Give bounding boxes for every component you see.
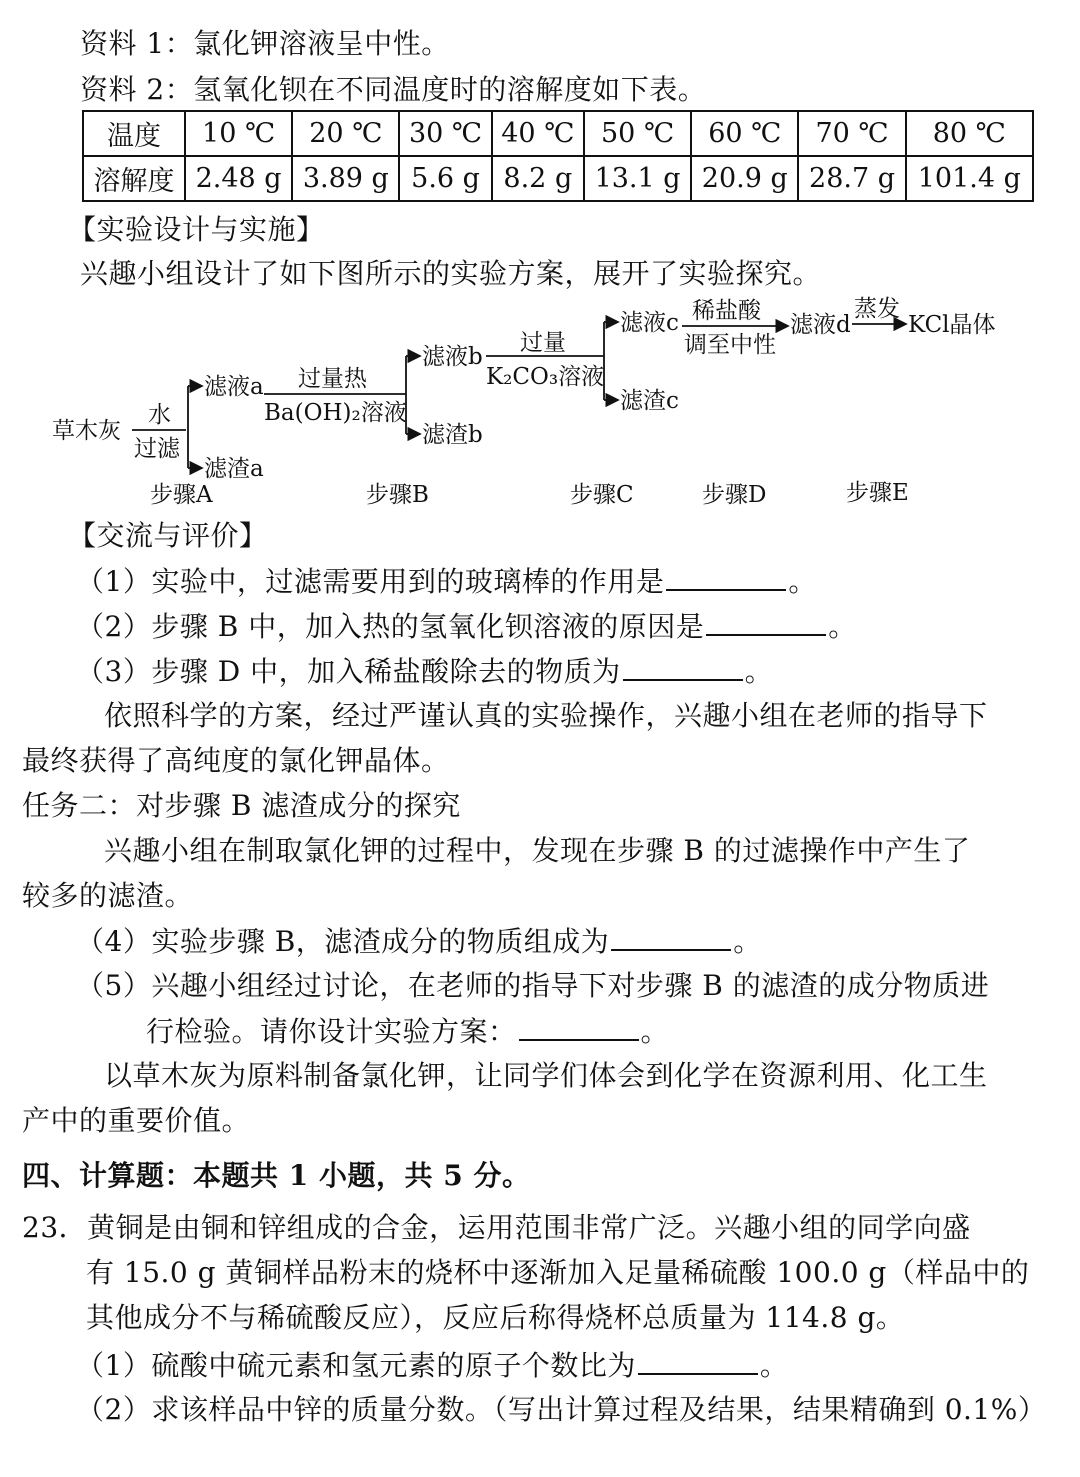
- problem-23-question-1: [76, 1347, 788, 1384]
- material-2: 资料 2：氢氧化钡在不同温度时的溶解度如下表。: [80, 73, 707, 106]
- task-2-heading: 任务二：对步骤 B 滤渣成分的探究: [22, 789, 461, 822]
- label-neutral: 调至中性: [684, 332, 776, 358]
- material-1: 资料 1：氯化钾溶液呈中性。: [80, 27, 450, 60]
- residue-c: 滤渣c: [620, 388, 679, 414]
- problem-23-question-2: （2）求该样品中锌的质量分数。（写出计算过程及结果，结果精确到 0.1%）: [76, 1393, 1047, 1426]
- answer-blank[interactable]: [611, 923, 731, 951]
- filtrate-a: 滤液a: [204, 374, 264, 400]
- period: 。: [744, 655, 774, 688]
- table-cell: 30 ℃: [399, 111, 491, 156]
- table-cell: 10 ℃: [185, 111, 292, 156]
- table-cell: 101.4 g: [906, 156, 1033, 201]
- problem-23-line-3: 其他成分不与稀硫酸反应），反应后称得烧杯总质量为 114.8 g。: [86, 1301, 905, 1334]
- table-cell: 5.6 g: [399, 156, 491, 201]
- paragraph-1-line-2: 最终获得了高纯度的氯化钾晶体。: [22, 744, 450, 777]
- problem-23-line-1: 23．黄铜是由铜和锌组成的合金，运用范围非常广泛。兴趣小组的同学向盛: [22, 1211, 971, 1244]
- table-cell: 2.48 g: [185, 156, 292, 201]
- period: 。: [733, 925, 762, 958]
- table-cell: 20 ℃: [292, 111, 399, 156]
- paragraph-1-line-1: 依照科学的方案，经过严谨认真的实验操作，兴趣小组在老师的指导下: [104, 699, 988, 732]
- step-e: 步骤E: [846, 480, 909, 506]
- question-1-text: （1）实验中，过滤需要用到的玻璃棒的作用是: [76, 565, 665, 598]
- filtrate-d: 滤液d: [790, 312, 851, 338]
- section-eval-heading: 【交流与评价】: [68, 519, 268, 552]
- solubility-table: [82, 110, 1034, 202]
- table-cell: 80 ℃: [906, 111, 1033, 156]
- table-cell: 8.2 g: [492, 156, 584, 201]
- experiment-flowchart: [40, 290, 1040, 515]
- period: 。: [828, 610, 857, 643]
- period: 。: [759, 1349, 789, 1382]
- period: 。: [640, 1015, 670, 1048]
- label-k2co3: K₂CO₃溶液: [486, 364, 605, 390]
- step-b: 步骤B: [366, 482, 429, 508]
- solubility-header: 溶解度: [83, 156, 185, 201]
- step-c: 步骤C: [570, 482, 634, 508]
- answer-blank[interactable]: [623, 653, 743, 681]
- label-hcl: 稀盐酸: [692, 298, 761, 324]
- question-5-line-1: （5）兴趣小组经过讨论，在老师的指导下对步骤 B 的滤渣的成分物质进: [76, 969, 990, 1002]
- product-kcl: KCl晶体: [908, 312, 996, 338]
- table-cell: 28.7 g: [798, 156, 905, 201]
- question-5-text: 行检验。请你设计实验方案：: [146, 1015, 517, 1048]
- residue-a: 滤渣a: [204, 456, 264, 482]
- question-2-text: （2）步骤 B 中，加入热的氢氧化钡溶液的原因是: [76, 610, 705, 643]
- paragraph-2-line-2: 较多的滤渣。: [22, 879, 194, 912]
- problem-23-line-2: 有 15.0 g 黄铜样品粉末的烧杯中逐渐加入足量稀硫酸 100.0 g（样品中的: [86, 1256, 1030, 1289]
- design-text: 兴趣小组设计了如下图所示的实验方案，展开了实验探究。: [80, 257, 822, 290]
- question-1: [76, 563, 817, 600]
- paragraph-3-line-1: 以草木灰为原料制备氯化钾，让同学们体会到化学在资源利用、化工生: [104, 1059, 988, 1092]
- question-5-line-2: [146, 1013, 669, 1050]
- residue-b: 滤渣b: [422, 422, 483, 448]
- answer-blank[interactable]: [519, 1013, 639, 1041]
- label-evaporate: 蒸发: [854, 296, 900, 322]
- table-cell: 70 ℃: [798, 111, 905, 156]
- problem-23-question-1-text: （1）硫酸中硫元素和氢元素的原子个数比为: [76, 1349, 636, 1382]
- period: 。: [788, 565, 817, 598]
- table-cell: 50 ℃: [584, 111, 691, 156]
- answer-blank[interactable]: [666, 563, 786, 591]
- flow-start: 草木灰: [52, 418, 121, 444]
- step-a: 步骤A: [150, 482, 213, 508]
- label-baoh2: Ba(OH)₂溶液: [264, 400, 407, 426]
- question-2: [76, 608, 857, 645]
- label-water: 水: [148, 402, 171, 428]
- label-excess-hot: 过量热: [298, 366, 367, 392]
- section-4-heading: 四、计算题：本题共 1 小题，共 5 分。: [22, 1159, 531, 1192]
- question-4-text: （4）实验步骤 B，滤渣成分的物质组成为: [76, 925, 610, 958]
- label-filter: 过滤: [134, 436, 180, 462]
- answer-blank[interactable]: [638, 1347, 758, 1375]
- question-3: [76, 653, 773, 690]
- step-d: 步骤D: [702, 482, 767, 508]
- table-cell: 3.89 g: [292, 156, 399, 201]
- question-4: [76, 923, 762, 960]
- table-cell: 60 ℃: [691, 111, 798, 156]
- table-row: [83, 156, 1033, 201]
- table-row: [83, 111, 1033, 156]
- label-excess: 过量: [520, 330, 566, 356]
- paragraph-2-line-1: 兴趣小组在制取氯化钾的过程中，发现在步骤 B 的过滤操作中产生了: [104, 834, 971, 867]
- filtrate-c: 滤液c: [620, 310, 679, 336]
- filtrate-b: 滤液b: [422, 344, 483, 370]
- table-cell: 13.1 g: [584, 156, 691, 201]
- answer-blank[interactable]: [706, 608, 826, 636]
- paragraph-3-line-2: 产中的重要价值。: [22, 1104, 251, 1137]
- temp-header: 温度: [83, 111, 185, 156]
- question-3-text: （3）步骤 D 中，加入稀盐酸除去的物质为: [76, 655, 621, 688]
- table-cell: 20.9 g: [691, 156, 798, 201]
- section-design-heading: 【实验设计与实施】: [68, 213, 325, 246]
- table-cell: 40 ℃: [492, 111, 584, 156]
